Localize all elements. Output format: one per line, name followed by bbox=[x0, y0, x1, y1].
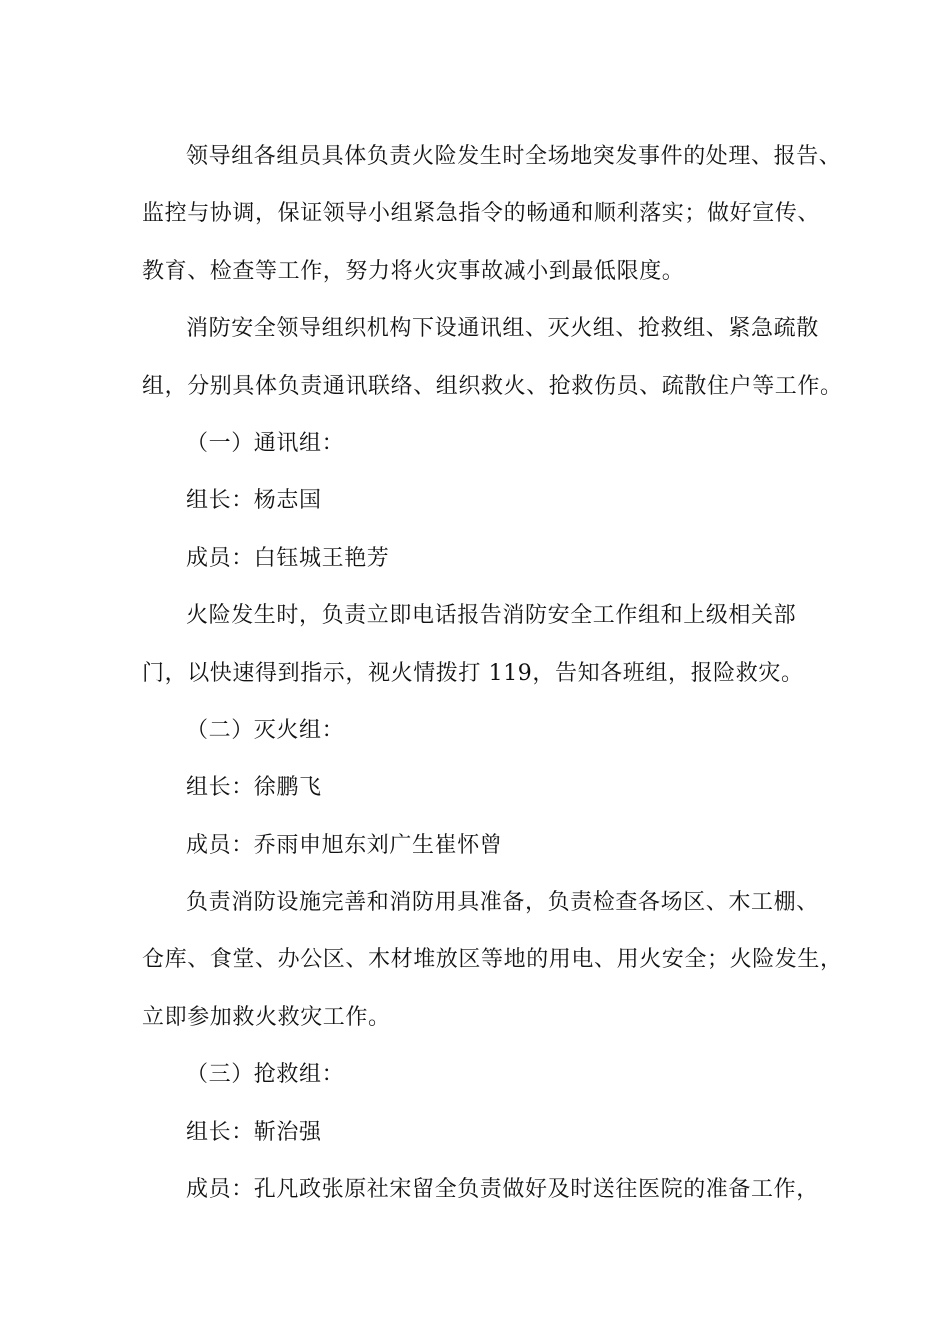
paragraph-line: 监控与协调，保证领导小组紧急指令的畅通和顺利落实；做好宣传、 bbox=[142, 201, 821, 227]
paragraph-line: 门，以快速得到指示，视火情拨打 119，告知各班组，报险救灾。 bbox=[142, 660, 804, 686]
paragraph-line: 负责消防设施完善和消防用具准备，负责检查各场区、木工棚、 bbox=[186, 890, 819, 916]
section-heading-firefighting: （二）灭火组： bbox=[186, 717, 345, 743]
paragraph-line: 组，分别具体负责通讯联络、组织救火、抢救伤员、疏散住户等工作。 bbox=[142, 373, 843, 399]
paragraph-line: 立即参加救火救灾工作。 bbox=[142, 1004, 391, 1030]
group-members-line: 成员：孔凡政张原社宋留全负责做好及时送往医院的准备工作， bbox=[186, 1177, 819, 1203]
paragraph-line: 火险发生时，负责立即电话报告消防安全工作组和上级相关部 bbox=[186, 603, 797, 629]
paragraph-line: 消防安全领导组织机构下设通讯组、灭火组、抢救组、紧急疏散 bbox=[186, 316, 819, 342]
paragraph-line: 仓库、食堂、办公区、木材堆放区等地的用电、用火安全；火险发生， bbox=[142, 947, 843, 973]
paragraph-line: 教育、检查等工作，努力将火灾事故减小到最低限度。 bbox=[142, 258, 685, 284]
paragraph-line: 领导组各组员具体负责火险发生时全场地突发事件的处理、报告、 bbox=[186, 144, 842, 169]
group-members-line: 成员：白钰城王艳芳 bbox=[186, 545, 390, 571]
group-leader-line: 组长：杨志国 bbox=[186, 488, 322, 514]
group-members-line: 成员：乔雨申旭东刘广生崔怀曾 bbox=[186, 832, 503, 858]
group-leader-line: 组长：徐鹏飞 bbox=[186, 775, 322, 801]
section-heading-rescue: （三）抢救组： bbox=[186, 1062, 345, 1088]
section-heading-communication: （一）通讯组： bbox=[186, 430, 345, 456]
group-leader-line: 组长：靳治强 bbox=[186, 1119, 322, 1145]
document-body bbox=[142, 128, 843, 1218]
